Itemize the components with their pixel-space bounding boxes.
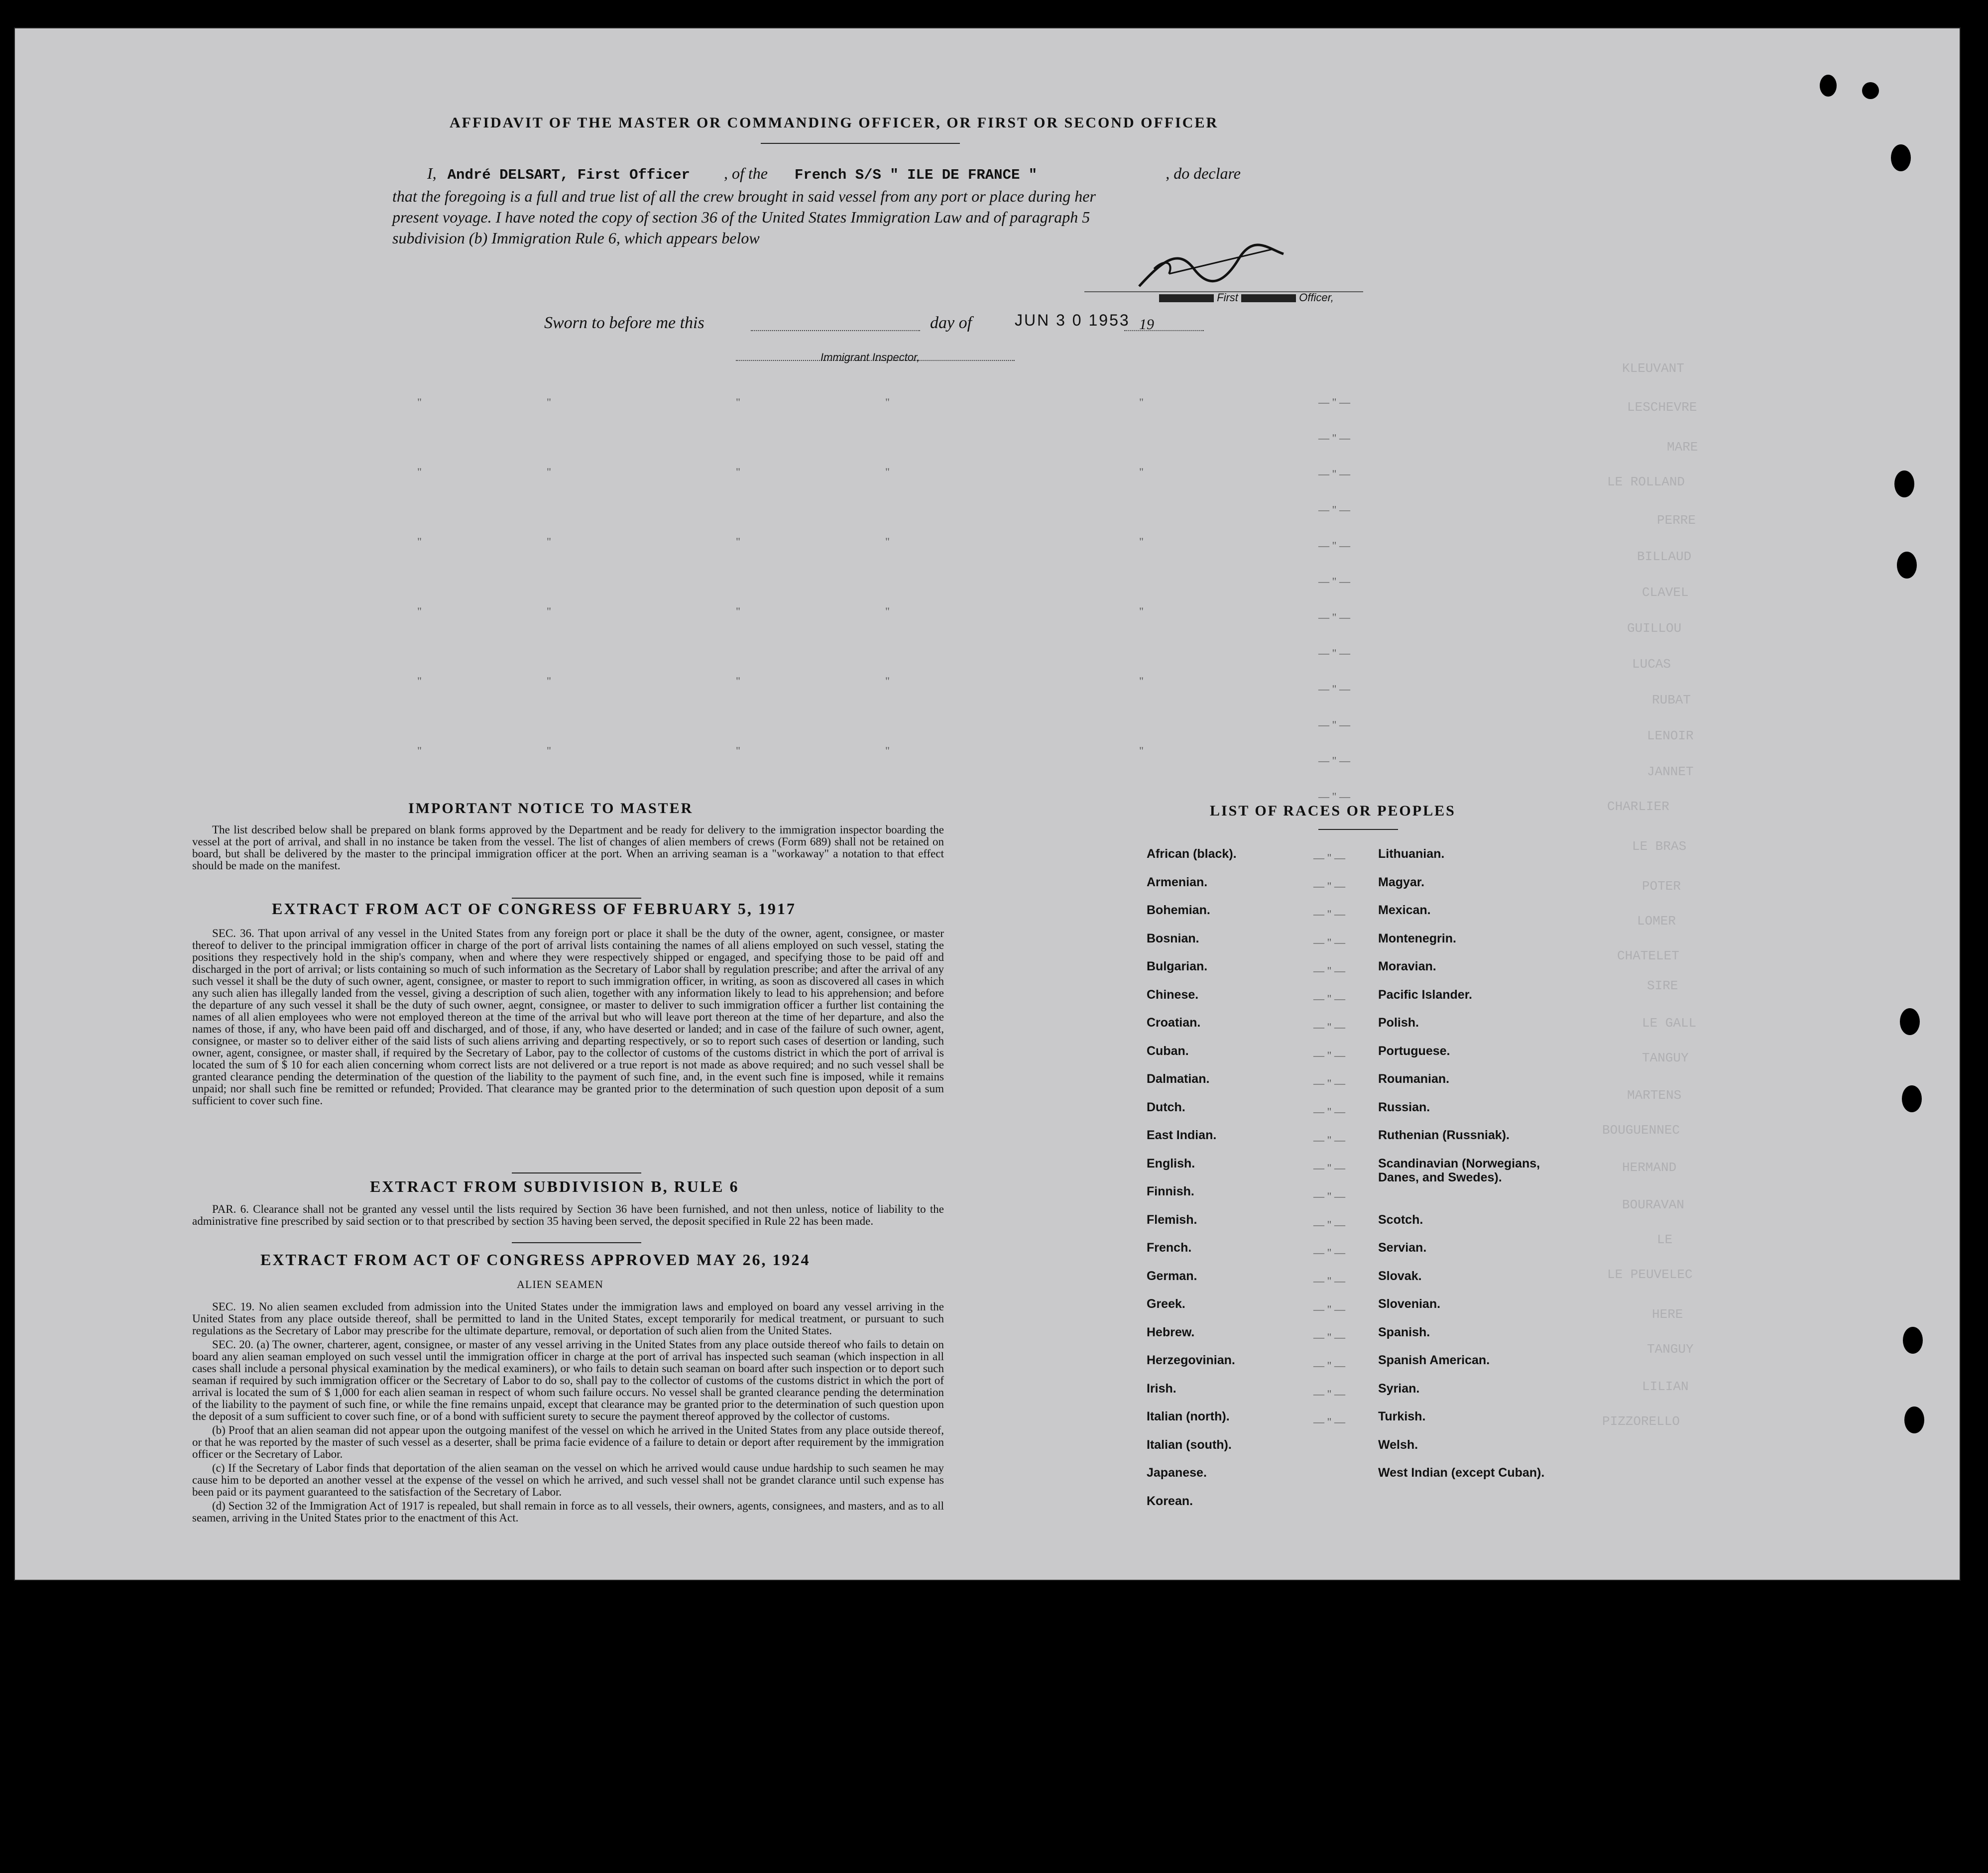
- race-item: Russian.: [1378, 1100, 1430, 1114]
- sworn-label: Sworn to before me this: [544, 314, 704, 332]
- races-rule: [1318, 829, 1398, 830]
- race-item: Roumanian.: [1378, 1072, 1450, 1086]
- race-item: Hebrew.: [1147, 1325, 1195, 1339]
- vessel-name: French S/S " ILE DE FRANCE ": [794, 167, 1038, 183]
- section-19: SEC. 19. No alien seamen excluded from admission into the United States under the immigration laws and employed on board any vessel arriving in the United States from any place outside thereof, shall be permitted to land in the United States, except temporarily for medical treatment, or pursuant to such regulations as the Secretary of Labor may prescribe for the ultimate departure, removal, or deportation of such alien from the United States.: [192, 1300, 944, 1337]
- declaration-line-2: that the foregoing is a full and true list of all the crew brought in said vessel from any port or place during her: [392, 187, 1096, 205]
- race-item: Scotch.: [1378, 1212, 1423, 1227]
- title-rule: [761, 143, 960, 144]
- race-item: Flemish.: [1147, 1212, 1197, 1227]
- extract-1917-title: EXTRACT FROM ACT OF CONGRESS OF FEBRUARY 5, 1917: [272, 900, 796, 918]
- officer-name: André DELSART, First Officer: [447, 167, 690, 183]
- race-item: Ruthenian (Russniak).: [1378, 1128, 1510, 1142]
- race-item: Moravian.: [1378, 959, 1436, 973]
- race-item: French.: [1147, 1241, 1192, 1255]
- section-20d: (d) Section 32 of the Immigration Act of 1917 is repealed, but shall remain in force as to all vessels, their owners, agents, consignees, and masters, and as to all seamen, arriving in the United States prior to the enactment of this Act.: [192, 1500, 944, 1524]
- race-item: Cuban.: [1147, 1044, 1189, 1058]
- race-item: Bosnian.: [1147, 931, 1199, 945]
- notice-paragraph: The list described below shall be prepared on blank forms approved by the Department and be ready for delivery to the immigration inspector boarding the vessel at the port of arrival, and shall in no instance be taken from the vessel. The list of changes of alien members of crews (Form 689) shall not be retained on board, but shall be delivered by the master to the principal immigration officer at the port. When an arriving seaman is a "workaway" a notation to that effect should be made on the manifest.: [192, 823, 944, 872]
- race-item: Italian (south).: [1147, 1437, 1232, 1452]
- extract-1917-rule: [512, 1172, 641, 1173]
- race-item: Portuguese.: [1378, 1044, 1450, 1058]
- caption-first: First: [1217, 291, 1238, 304]
- race-item: Dutch.: [1147, 1100, 1185, 1114]
- race-item: Spanish American.: [1378, 1353, 1490, 1367]
- race-item: Korean.: [1147, 1494, 1193, 1508]
- races-right-column: [1378, 847, 1577, 1494]
- section-20b: (b) Proof that an alien seaman did not appear upon the outgoing manifest of the vessel on which he arrived in the United States from any place outside thereof, or that he was reported by the master of such vessel as a deserter, shall be prima facie evidence of a failure to detain or deport after requirement by the immigration officer or the Secretary of Labor.: [192, 1424, 944, 1460]
- race-item: Turkish.: [1378, 1409, 1426, 1423]
- section-36-paragraph: SEC. 36. That upon arrival of any vessel in the United States from any foreign port or place it shall be the duty of the owner, agent, consignee, or master thereof to deliver to the principal immigration officer in charge of the port of arrival lists containing the names of all aliens employed on such vessel, stating the positions they respectively hold in the ship's company, when and where they were respectively shipped or engaged, and specifying those to be paid off and discharged in the port of arrival; or lists containing so much of such information as the Secretary of Labor shall by regulation prescribe; and after the arrival of any such vessel it shall be the duty of such owner, agent, consignee, or master to report to such immigration officer, in writing, as soon as discovered all cases in which any such alien has illegally landed from the vessel, giving a description of such alien, together with any information likely to lead to his apprehension; and before the departure of any such vessel it shall be the duty of such owner, aegnt, consignee, or master to deliver to such immigration officer a further list containing the names of all alien employees who were not employed thereon at the time of the arrival but who will leave port thereon at the time of her departure, and also the names of those, if any, who have been paid off and discharged, and of those, if any, who have deserted or landed; and in case of the failure of such owner, agent, consignee, or master so to deliver either of the said lists of such aliens arriving and departing respectively, or so to report such cases of desertion or landing, such owner, agent, consignee, or master shall, if required by the Secretary of Labor, pay to the collector of customs of the customs district in which the port of arrival is located the sum of $ 10 for each alien concerning whom correct lists are not delivered or a true report is not made as above required; and no such vessel shall be granted clearance pending the determination of the question of the liability to the payment of such fine, and, in the event such fine is imposed, while it remains unpaid; nor shall such fine be remitted or refunded; Provided. That clearance may be granted prior to the determination of such question upon deposit of a sum sufficient to cover such fine.: [192, 927, 944, 1107]
- race-item: Slovenian.: [1378, 1297, 1441, 1311]
- race-item: Herzegovinian.: [1147, 1353, 1235, 1367]
- race-item: Syrian.: [1378, 1381, 1420, 1396]
- race-item: West Indian (except Cuban).: [1378, 1466, 1545, 1480]
- race-item: Magyar.: [1378, 875, 1425, 889]
- declaration-declare: , do declare: [1166, 164, 1241, 182]
- rule6-title: EXTRACT FROM SUBDIVISION B, RULE 6: [370, 1177, 739, 1195]
- race-item: African (black).: [1147, 847, 1237, 861]
- paragraph-6: PAR. 6. Clearance shall not be granted any vessel until the lists required by Section 36 have been furnished, and not then unless, notice of liability to the administrative fine prescribed by said section or to that prescribed by section 35 having been served, the deposit specified in Rule 22 has been made.: [192, 1203, 944, 1227]
- notice-title: IMPORTANT NOTICE TO MASTER: [408, 800, 694, 817]
- section-20a: SEC. 20. (a) The owner, charterer, agent, consignee, or master of any vessel arriving in the United States from any place outside thereof who fails to detain on board any alien seaman employed on such vessel until the immigration officer in charge at the port of arrival has inspected such seaman (which inspection in all cases shall include a personal physical examination by the medical examiners), or who fails to detain such seaman on board after such inspection or to deport such seaman if required by such immigration officer or the Secretary of Labor to do so, shall pay to the collector of customs of the customs district in which the port of arrival is located the sum of $ 1,000 for each alien seaman in respect of whom such failure occurs. No vessel shall be granted clearance pending the determination of the liability to the payment of such fine, or while the fine remains unpaid, except that clearance may be granted prior to the determination of such question upon the deposit of a sum sufficient to cover such fine, or of a bond with sufficient surety to secure the payment thereof approved by the collector of customs.: [192, 1338, 944, 1422]
- officer-signature: [1134, 239, 1293, 299]
- extract-1924-body: [192, 1301, 944, 1526]
- races-left-column: [1147, 847, 1336, 1522]
- race-item: Lithuanian.: [1378, 847, 1445, 861]
- race-item: Slovak.: [1378, 1269, 1422, 1283]
- year-prefix: 19: [1139, 316, 1154, 333]
- declaration-of-the: , of the: [723, 164, 768, 182]
- race-item: Italian (north).: [1147, 1409, 1230, 1423]
- race-item: Pacific Islander.: [1378, 987, 1472, 1002]
- sworn-day-field: [751, 330, 920, 331]
- race-item: Greek.: [1147, 1297, 1185, 1311]
- race-item: Croatian.: [1147, 1016, 1201, 1030]
- race-item: English.: [1147, 1156, 1195, 1171]
- race-item: Polish.: [1378, 1016, 1419, 1030]
- race-item: Montenegrin.: [1378, 931, 1456, 945]
- year-field: [1124, 330, 1204, 331]
- extract-1924-title: EXTRACT FROM ACT OF CONGRESS APPROVED MAY 26, 1924: [260, 1251, 811, 1269]
- notice-body: [192, 824, 944, 874]
- section-20c: (c) If the Secretary of Labor finds that deportation of the alien seaman on the vessel on which he arrived would cause undue hardship to such seamen he may cause him to be deported an another vessel at the expense of the vessel on which he arrived, and such vessel shall not be grandet clarance until such expense has been paid or its payment guaranteed to the satisfaction of the Secretary of Labor.: [192, 1462, 944, 1498]
- notice-rule: [512, 898, 641, 899]
- race-item: Scandinavian (Norwegians, Danes, and Swedes).: [1378, 1156, 1540, 1184]
- manifest-page: AFFIDAVIT OF THE MASTER OR COMMANDING OFFICER, OR FIRST OR SECOND OFFICER I, André DELSART, First Officer , of the French S/S " ILE DE FRANCE " , do declare that the foregoing is a full and true list of all the crew brought in said vessel from any port or place during her present voyage. I have noted the copy of section 36 of the United States Immigration Law and of paragraph 5 subdivision (b) Immigration Rule 6, which appears below First Officer, Sworn to before me this day of JUN 3 0 1953 19 Immigrant Inspector, KLEUVANT LESCHEVRE MARE LE ROLLAND PERRE BILLAUD CLAVEL GUILLOU LUCAS RUBAT LENOIR JANNET CHARLIER LE BRAS POTER LOMER CHATELET SIRE LE GALL TANGUY MARTENS BOUGUENNEC HERMAND BOURAVAN LE LE PEUVELEC HERE TANGUY LILIAN PIZZORELLO — " — — " — — " — — " — — " — — " — — " — — " — — " — — " — — " — — " — " " " " " " " " " " " " " " " " " " " " " " " " " " " " " " IMPORTANT NOTICE TO MASTER The list described below shall be prepared on blank forms approved by the Department and be ready for delivery to the immigration inspector boarding the vessel at the port of arrival, and shall in no instance be taken from the vessel. The list of changes of alien members of crews (Form 689) shall not be retained on board, but shall be delivered by the master to the principal immigration officer at the port. When an arriving seaman is a "workaway" a notation to that effect should be made on the manifest. EXTRACT FROM ACT OF CONGRESS OF FEBRUARY 5, 1917 SEC. 36. That upon arrival of any vessel in the United States from any foreign port or place it shall be the duty of the owner, agent, consignee, or master thereof to deliver to the principal immigration officer in charge of the port of arrival lists containing the names of all aliens employed on such vessel, stating the positions they respectively hold in the ship's company, when and where they were respectively shipped or engaged, and specifying those to be paid off and discharged in the port of arrival; or lists containing so much of such information as the Secretary of Labor shall by regulation prescribe; and after the arrival of any such vessel it shall be the duty of such owner, agent, consignee, or master to report to such immigration officer, in writing, as soon as discovered all cases in which any such alien has illegally landed from the vessel, giving a description of such alien, together with any information likely to lead to his apprehension; and before the departure of any such vessel it shall be the duty of such owner, aegnt, consignee, or master to deliver to such immigration officer a further list containing the names of all alien employees who were not employed thereon at the time of the arrival but who will leave port thereon at the time of her departure, and also the names of those, if any, who have been paid off and discharged, and of those, if any, who have deserted or landed; and in case of the failure of such owner, agent, consignee, or master so to deliver either of the said lists of such aliens arriving and departing respectively, or so to report such cases of desertion or landing, such owner, agent, consignee, or master shall, if required by the Secretary of Labor, pay to the collector of customs of the customs district in which the port of arrival is located the sum of $ 10 for each alien concerning whom correct lists are not delivered or a true report is not made as above required; and no such vessel shall be granted clearance pending the determination of the question of the liability to the payment of such fine, and, in the event such fine is imposed, while it remains unpaid; nor shall such fine be remitted or refunded; Provided. That clearance may be granted prior to the determination of such question upon deposit of a sum sufficient to cover such fine. EXTRACT FROM SUBDIVISION B, RULE 6 PAR. 6. Clearance shall not be granted any vessel until the lists required by Section 36 have been furnished, and not then unless, notice of liability to the administrative fine prescribed by said section or to that prescribed by section 35 having been served, the deposit specified in Rule 22 has been made. EXTRACT FROM ACT OF CONGRESS APPROVED MAY 26, 1924 ALIEN SEAMEN SEC. 19. No alien seamen excluded from admission into the United States under the immigration laws and employed on board any vessel arriving in the United States from any place outside thereof, shall be permitted to land in the United States, except temporarily for medical treatment, or pursuant to such regulations as the Secretary of Labor may prescribe for the ultimate departure, removal, or deportation of such alien from the United States. SEC. 20. (a) The owner, charterer, agent, consignee, or master of any vessel arriving in the United States from any place outside thereof who fails to detain on board any alien seaman employed on such vessel until the immigration officer in charge at the port of arrival has inspected such seaman (which inspection in all cases shall include a personal physical examination by the medical examiners), or who fails to detain such seaman on board after such inspection or to deport such seaman if required by such immigration officer or the Secretary of Labor to do so, shall pay to the collector of customs of the customs district in which the port of arrival is located the sum of $ 1,000 for each alien seaman in respect of whom such failure occurs. No vessel shall be granted clearance pending the determination of the liability to the payment of such fine, or while the fine remains unpaid, except that clearance may be granted prior to the determination of such question upon the deposit of a sum sufficient to cover such fine, or of a bond with sufficient surety to secure the payment thereof approved by the collector of customs. (b) Proof that an alien seaman did not appear upon the outgoing manifest of the vessel on which he arrived in the United States from any place outside thereof, or that he was reported by the master of such vessel as a deserter, shall be prima facie evidence of a failure to detain or deport after requirement by the immigration officer or the Secretary of Labor. (c) If the Secretary of Labor finds that deportation of the alien seaman on the vessel on which he arrived would cause undue hardship to such seamen he may cause him to be deported an another vessel at the expense of the vessel on which he arrived, and such vessel shall not be grandet clarance until such expense has been paid or its payment guaranteed to the satisfaction of the Secretary of Labor. (d) Section 32 of the Immigration Act of 1917 is repealed, but shall remain in force as to all vessels, their owners, agents, consignees, and masters, and as to all seamen, arriving in the United States prior to the enactment of this Act. LIST OF RACES OR PEOPLES African (black). Armenian. Bohemian. Bosnian. Bulgarian. Chinese. Croatian. Cuban. Dalmatian. Dutch. East Indian. English. Finnish. Flemish. French. German. Greek. Hebrew. Herzegovinian. Irish. Italian (north). Italian (south). Japanese. Korean. Lithuanian. Magyar. Mexican. Montenegrin. Moravian. Pacific Islander. Polish. Portuguese. Roumanian. Russian. Ruthenian (Russniak). Scandinavian (Norwegians, Danes, and Swedes). Scotch. Servian. Slovak. Slovenian. Spanish. Spanish American. Syrian. Turkish. Welsh. West Indian (except Cuban). — " — — " — — " — — " — — " — — " — — " — — " — — " — — " — — " — — " — — " — — " — — " — — " — — " — — " — — " — — " — — " —: [14, 27, 1961, 1581]
- race-item: Japanese.: [1147, 1466, 1207, 1480]
- day-of-label: day of: [930, 314, 972, 332]
- affidavit-title: AFFIDAVIT OF THE MASTER OR COMMANDING OFFICER, OR FIRST OR SECOND OFFICER: [450, 115, 1219, 131]
- rule6-body: [192, 1203, 944, 1229]
- race-item: Servian.: [1378, 1241, 1427, 1255]
- rule6-rule: [512, 1242, 641, 1243]
- race-item: East Indian.: [1147, 1128, 1217, 1142]
- inspector-label: Immigrant Inspector,: [820, 351, 920, 363]
- declaration-line-3: present voyage. I have noted the copy of section 36 of the United States Immigration Law and of paragraph 5: [392, 208, 1090, 226]
- race-item: Finnish.: [1147, 1184, 1194, 1198]
- races-title: LIST OF RACES OR PEOPLES: [1210, 803, 1456, 819]
- race-item: Dalmatian.: [1147, 1072, 1210, 1086]
- extract-1917-body: [192, 928, 944, 1109]
- race-item: Armenian.: [1147, 875, 1208, 889]
- race-item: Bulgarian.: [1147, 959, 1208, 973]
- race-item: Welsh.: [1378, 1437, 1418, 1452]
- signature-caption: [1159, 291, 1334, 304]
- race-item: Spanish.: [1378, 1325, 1430, 1339]
- race-item: German.: [1147, 1269, 1197, 1283]
- declaration-line-4: subdivision (b) Immigration Rule 6, which appears below: [392, 229, 760, 247]
- race-item: Irish.: [1147, 1381, 1176, 1396]
- caption-officer: Officer,: [1299, 291, 1334, 304]
- alien-seamen-subtitle: ALIEN SEAMEN: [517, 1278, 603, 1290]
- race-item: Mexican.: [1378, 903, 1431, 917]
- race-item: Bohemian.: [1147, 903, 1210, 917]
- affidavit-declaration: [392, 163, 1353, 248]
- race-item: Chinese.: [1147, 987, 1199, 1002]
- declaration-intro: I,: [427, 164, 437, 182]
- date-stamp: JUN 3 0 1953: [1015, 311, 1130, 329]
